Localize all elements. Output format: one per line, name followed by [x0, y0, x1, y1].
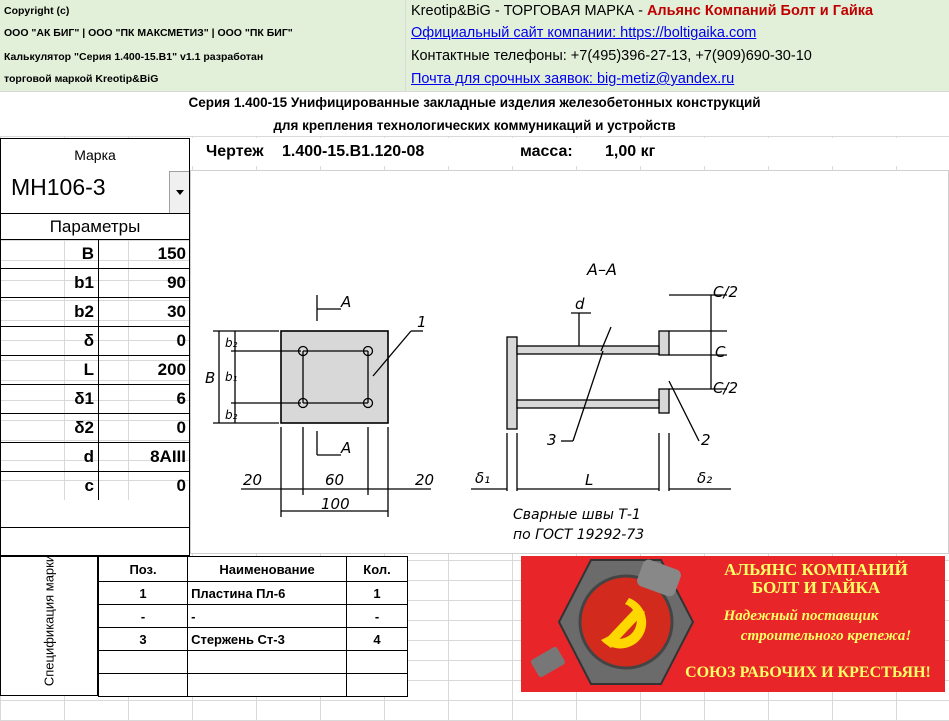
email-link[interactable]: Почта для срочных заявок: big-metiz@yandex.ru [411, 71, 735, 87]
label-c: C [715, 343, 726, 361]
brand-line [411, 0, 873, 22]
marka-value: МН106-3 [11, 174, 106, 200]
label-b2: b₂ [225, 408, 238, 422]
param-value-input[interactable]: 90 [167, 273, 186, 292]
drawing-label: Чертеж [206, 143, 264, 160]
label-cut-a: А [341, 293, 352, 311]
spec-cell-qty: 4 [347, 628, 408, 651]
param-row [0, 443, 190, 472]
dropdown-button[interactable] [169, 171, 189, 213]
param-row [0, 414, 190, 443]
spec-side-label: Спецификация марки [41, 554, 57, 687]
banner-line1: АЛЬЯНС КОМПАНИЙ [724, 560, 908, 579]
spec-cell-qty [347, 651, 408, 674]
marka-select[interactable] [1, 169, 189, 213]
label-dim20: 20 [243, 471, 263, 489]
rod [517, 346, 659, 354]
param-row [0, 269, 190, 298]
spec-row [99, 674, 408, 697]
param-name: δ1 [1, 385, 99, 413]
params-title: Параметры [0, 214, 190, 240]
param-name: b2 [1, 298, 99, 326]
param-row [0, 472, 190, 501]
label-num1: 1 [417, 313, 427, 331]
spec-cell-pos [99, 674, 188, 697]
brand-name: Альянс Компаний Болт и Гайка [646, 3, 874, 19]
label-num3: 3 [547, 431, 557, 449]
param-name: c [1, 472, 99, 500]
param-name: δ [1, 327, 99, 355]
banner-line5: СОЮЗ РАБОЧИХ И КРЕСТЬЯН! [685, 664, 931, 681]
spec-cell-name [188, 674, 347, 697]
rod [517, 400, 659, 408]
spec-cell-pos [99, 651, 188, 674]
label-d2: δ₂ [697, 469, 713, 487]
label-L: L [585, 471, 594, 489]
param-name: d [1, 443, 99, 471]
title-line2: для крепления технологических коммуникаций и устройств [273, 118, 676, 133]
spec-table [98, 556, 408, 697]
label-b2: b₂ [225, 336, 238, 350]
label-B: B [205, 369, 216, 387]
technical-drawing [191, 171, 948, 553]
param-value-input[interactable]: 200 [157, 360, 186, 379]
spec-cell-pos: - [99, 605, 188, 628]
params-empty-row [0, 528, 190, 556]
mass-value: 1,00 кг [605, 143, 656, 160]
param-name: L [1, 356, 99, 384]
label-d: d [575, 295, 585, 313]
label-c2: C/2 [713, 283, 739, 301]
spec-cell-qty [347, 674, 408, 697]
param-value-input[interactable]: 8AIII [150, 447, 186, 466]
title-line1: Серия 1.400-15 Унифицированные закладные изделия железобетонных конструкций [188, 95, 761, 110]
plate-section [507, 337, 517, 429]
plate-end [659, 331, 669, 355]
spec-cell-name [188, 651, 347, 674]
param-name: δ2 [1, 414, 99, 442]
param-row [0, 327, 190, 356]
drawing-panel [190, 170, 949, 554]
banner-line2: БОЛТ И ГАЙКА [751, 578, 881, 597]
spec-cell-name: - [188, 605, 347, 628]
label-cut-a: А [341, 439, 352, 457]
label-section: А–А [587, 260, 617, 279]
label-dim20: 20 [415, 471, 435, 489]
chevron-down-icon [176, 190, 184, 195]
brand-prefix: Kreotip&BiG - ТОРГОВАЯ МАРКА - [411, 3, 647, 19]
params-empty-row [0, 500, 190, 528]
param-value-input[interactable]: 30 [167, 302, 186, 321]
label-num2: 2 [701, 431, 711, 449]
label-b1: b₁ [225, 370, 238, 384]
title-block [0, 91, 949, 137]
param-value-input[interactable]: 0 [176, 476, 186, 495]
spec-cell-name: Стержень Ст-3 [188, 628, 347, 651]
spec-row [99, 651, 408, 674]
plate-plan [281, 331, 388, 423]
spec-cell-pos: 1 [99, 582, 188, 605]
copyright-text: Copyright (c) [4, 5, 70, 17]
label-d1: δ₁ [475, 469, 491, 487]
spec-row [99, 628, 408, 651]
spec-side [0, 556, 98, 696]
param-value-input[interactable]: 6 [176, 389, 186, 408]
marka-block [0, 138, 190, 214]
param-name: B [1, 240, 99, 268]
site-link[interactable]: Официальный сайт компании: https://boltigaika.com [411, 25, 757, 41]
spec-header-row [99, 557, 408, 582]
drawing-header [190, 138, 949, 166]
header-left [0, 0, 406, 91]
spec-header-qty: Кол. [347, 557, 408, 582]
calc-line1: Калькулятор "Серия 1.400-15.В1" v1.1 разработан [4, 51, 264, 63]
promo-banner[interactable] [521, 556, 945, 692]
label-dim60: 60 [325, 471, 345, 489]
marka-label: Марка [74, 147, 116, 163]
spec-header-name: Наименование [188, 557, 347, 582]
param-row [0, 356, 190, 385]
plate-end [659, 389, 669, 413]
header-right [406, 0, 949, 91]
spec-row [99, 605, 408, 628]
calc-line2: торговой маркой Kreotip&BiG [4, 73, 159, 85]
param-row [0, 298, 190, 327]
spec-cell-qty: 1 [347, 582, 408, 605]
spec-cell-qty: - [347, 605, 408, 628]
banner-line4: строительного крепежа! [740, 628, 912, 644]
param-value-input[interactable]: 0 [176, 331, 186, 350]
spec-cell-pos: 3 [99, 628, 188, 651]
companies-text: ООО "АК БИГ" | ООО "ПК МАКСМЕТИЗ" | ООО "ПК БИГ" [4, 27, 293, 39]
banner-line3: Надежный поставщик [723, 608, 879, 624]
spec-cell-name: Пластина Пл-6 [188, 582, 347, 605]
spec-row [99, 582, 408, 605]
mass-label: масса: [520, 143, 573, 160]
phones-text: Контактные телефоны: +7(495)396-27-13, +7(909)690-30-10 [411, 48, 812, 64]
param-name: b1 [1, 269, 99, 297]
label-c2: C/2 [713, 379, 739, 397]
param-value-input[interactable]: 150 [157, 244, 186, 263]
spec-header-pos: Поз. [99, 557, 188, 582]
weld-note-2: по ГОСТ 19292-73 [513, 527, 645, 543]
weld-note-1: Сварные швы Т-1 [513, 507, 641, 523]
drawing-code: 1.400-15.В1.120-08 [282, 143, 425, 160]
param-row [0, 385, 190, 414]
param-row [0, 240, 190, 269]
param-value-input[interactable]: 0 [176, 418, 186, 437]
label-dim100: 100 [321, 495, 350, 513]
